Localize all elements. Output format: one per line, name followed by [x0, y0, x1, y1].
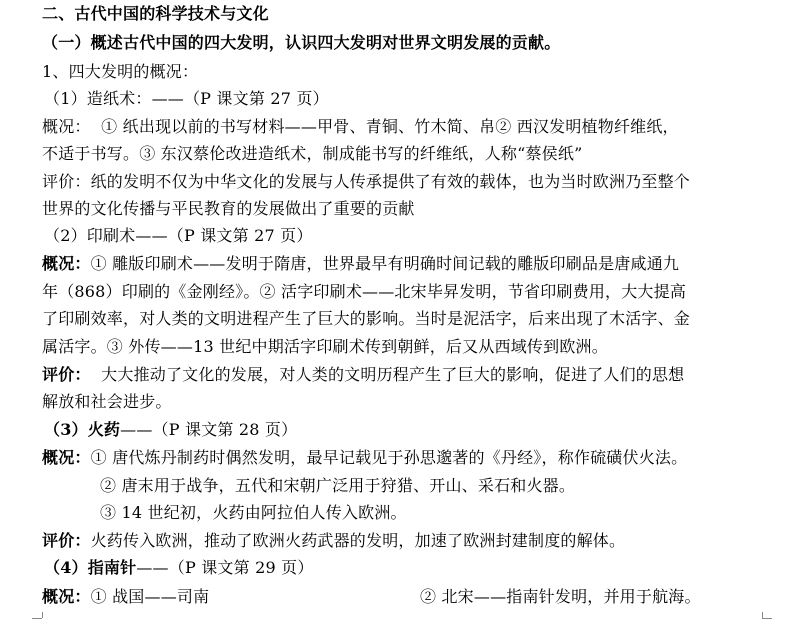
compass-heading — [44, 558, 314, 578]
compass-overview-part-1: ① 战国——司南 — [90, 587, 210, 606]
item-title: 1、四大发明的概况： — [42, 62, 199, 81]
gunpowder-heading-ref: ——（P 课文第 28 页） — [120, 420, 298, 439]
printing-eval-line-1 — [42, 365, 684, 385]
gunpowder-eval-text-1: 火药传入欧洲，推动了欧洲火药武器的发明，加速了欧洲封建制度的解体。 — [90, 531, 626, 550]
crop-mark-bottom-right — [762, 618, 772, 625]
paper-eval-line-2: 世界的文化传播与平民教育的发展做出了重要的贡献 — [42, 199, 415, 218]
paper-overview-text-1: ① 纸出现以前的书写材料——甲骨、青铜、竹木简、帛② 西汉发明植物纤维纸， — [90, 117, 679, 136]
crop-mark-bottom-left-vertical — [42, 612, 43, 618]
compass-overview-line — [42, 587, 701, 607]
gunpowder-overview-line-3: ③ 14 世纪初，火药由阿拉伯人传入欧洲。 — [100, 503, 407, 522]
crop-mark-bottom-left — [32, 618, 42, 625]
printing-eval-text-1: 大大推动了文化的发展，对人类的文明历程产生了巨大的影响，促进了人们的思想 — [90, 365, 685, 384]
gunpowder-heading — [44, 420, 297, 440]
paper-eval-line-1: 评价：纸的发明不仅为中华文化的发展与人传承提供了有效的载体，也为当时欧洲乃至整个 — [42, 172, 691, 191]
gunpowder-eval-line-1 — [42, 531, 625, 551]
gunpowder-overview-line-1 — [42, 448, 687, 468]
subsection-title: （一）概述古代中国的四大发明，认识四大发明对世界文明发展的贡献。 — [42, 33, 561, 52]
gunpowder-overview-label: 概况： — [42, 448, 91, 467]
compass-heading-title: （4）指南针 — [44, 558, 137, 577]
printing-overview-line-2: 年（868）印刷的《金刚经》。② 活字印刷术——北宋毕昇发明，节省印刷费用，大大提高 — [42, 282, 687, 301]
paper-heading: （1）造纸术：——（P 课文第 27 页） — [44, 89, 329, 108]
crop-mark-bottom-right-vertical — [762, 612, 763, 618]
section-title: 二、古代中国的科学技术与文化 — [42, 4, 269, 23]
paper-overview-label: 概况： — [42, 117, 91, 136]
gunpowder-overview-text-1: ① 唐代炼丹制药时偶然发明，最早记载见于孙思邈著的《丹经》，称作硫磺伏火法。 — [90, 448, 688, 467]
printing-overview-label: 概况： — [42, 254, 91, 273]
paper-overview-line-1 — [42, 117, 679, 137]
printing-overview-line-1 — [42, 254, 679, 274]
gunpowder-eval-label: 评价： — [42, 531, 91, 550]
compass-overview-label: 概况： — [42, 587, 91, 606]
compass-overview-part-2: ② 北宋——指南针发明，并用于航海。 — [420, 587, 701, 606]
printing-eval-line-2: 解放和社会进步。 — [42, 392, 172, 411]
printing-overview-text-1: ① 雕版印刷术——发明于隋唐，世界最早有明确时间记载的雕版印刷品是唐咸通九 — [90, 254, 680, 273]
printing-eval-label: 评价： — [42, 365, 91, 384]
paper-overview-line-2: 不适于书写。③ 东汉蔡伦改进造纸术，制成能书写的纤维纸，人称“蔡侯纸” — [42, 144, 583, 163]
printing-overview-line-4: 属活字。③ 外传——13 世纪中期活字印刷术传到朝鲜，后又从西域传到欧洲。 — [42, 337, 608, 356]
printing-overview-line-3: 了印刷效率，对人类的文明进程产生了巨大的影响。当时是泥活字，后来出现了木活字、金 — [42, 309, 691, 328]
gunpowder-heading-title: （3）火药 — [44, 420, 121, 439]
compass-heading-ref: ——（P 课文第 29 页） — [136, 558, 314, 577]
printing-heading: （2）印刷术——（P 课文第 27 页） — [44, 226, 313, 245]
gunpowder-overview-line-2: ② 唐末用于战争，五代和宋朝广泛用于狩猎、开山、采石和火器。 — [100, 476, 576, 495]
